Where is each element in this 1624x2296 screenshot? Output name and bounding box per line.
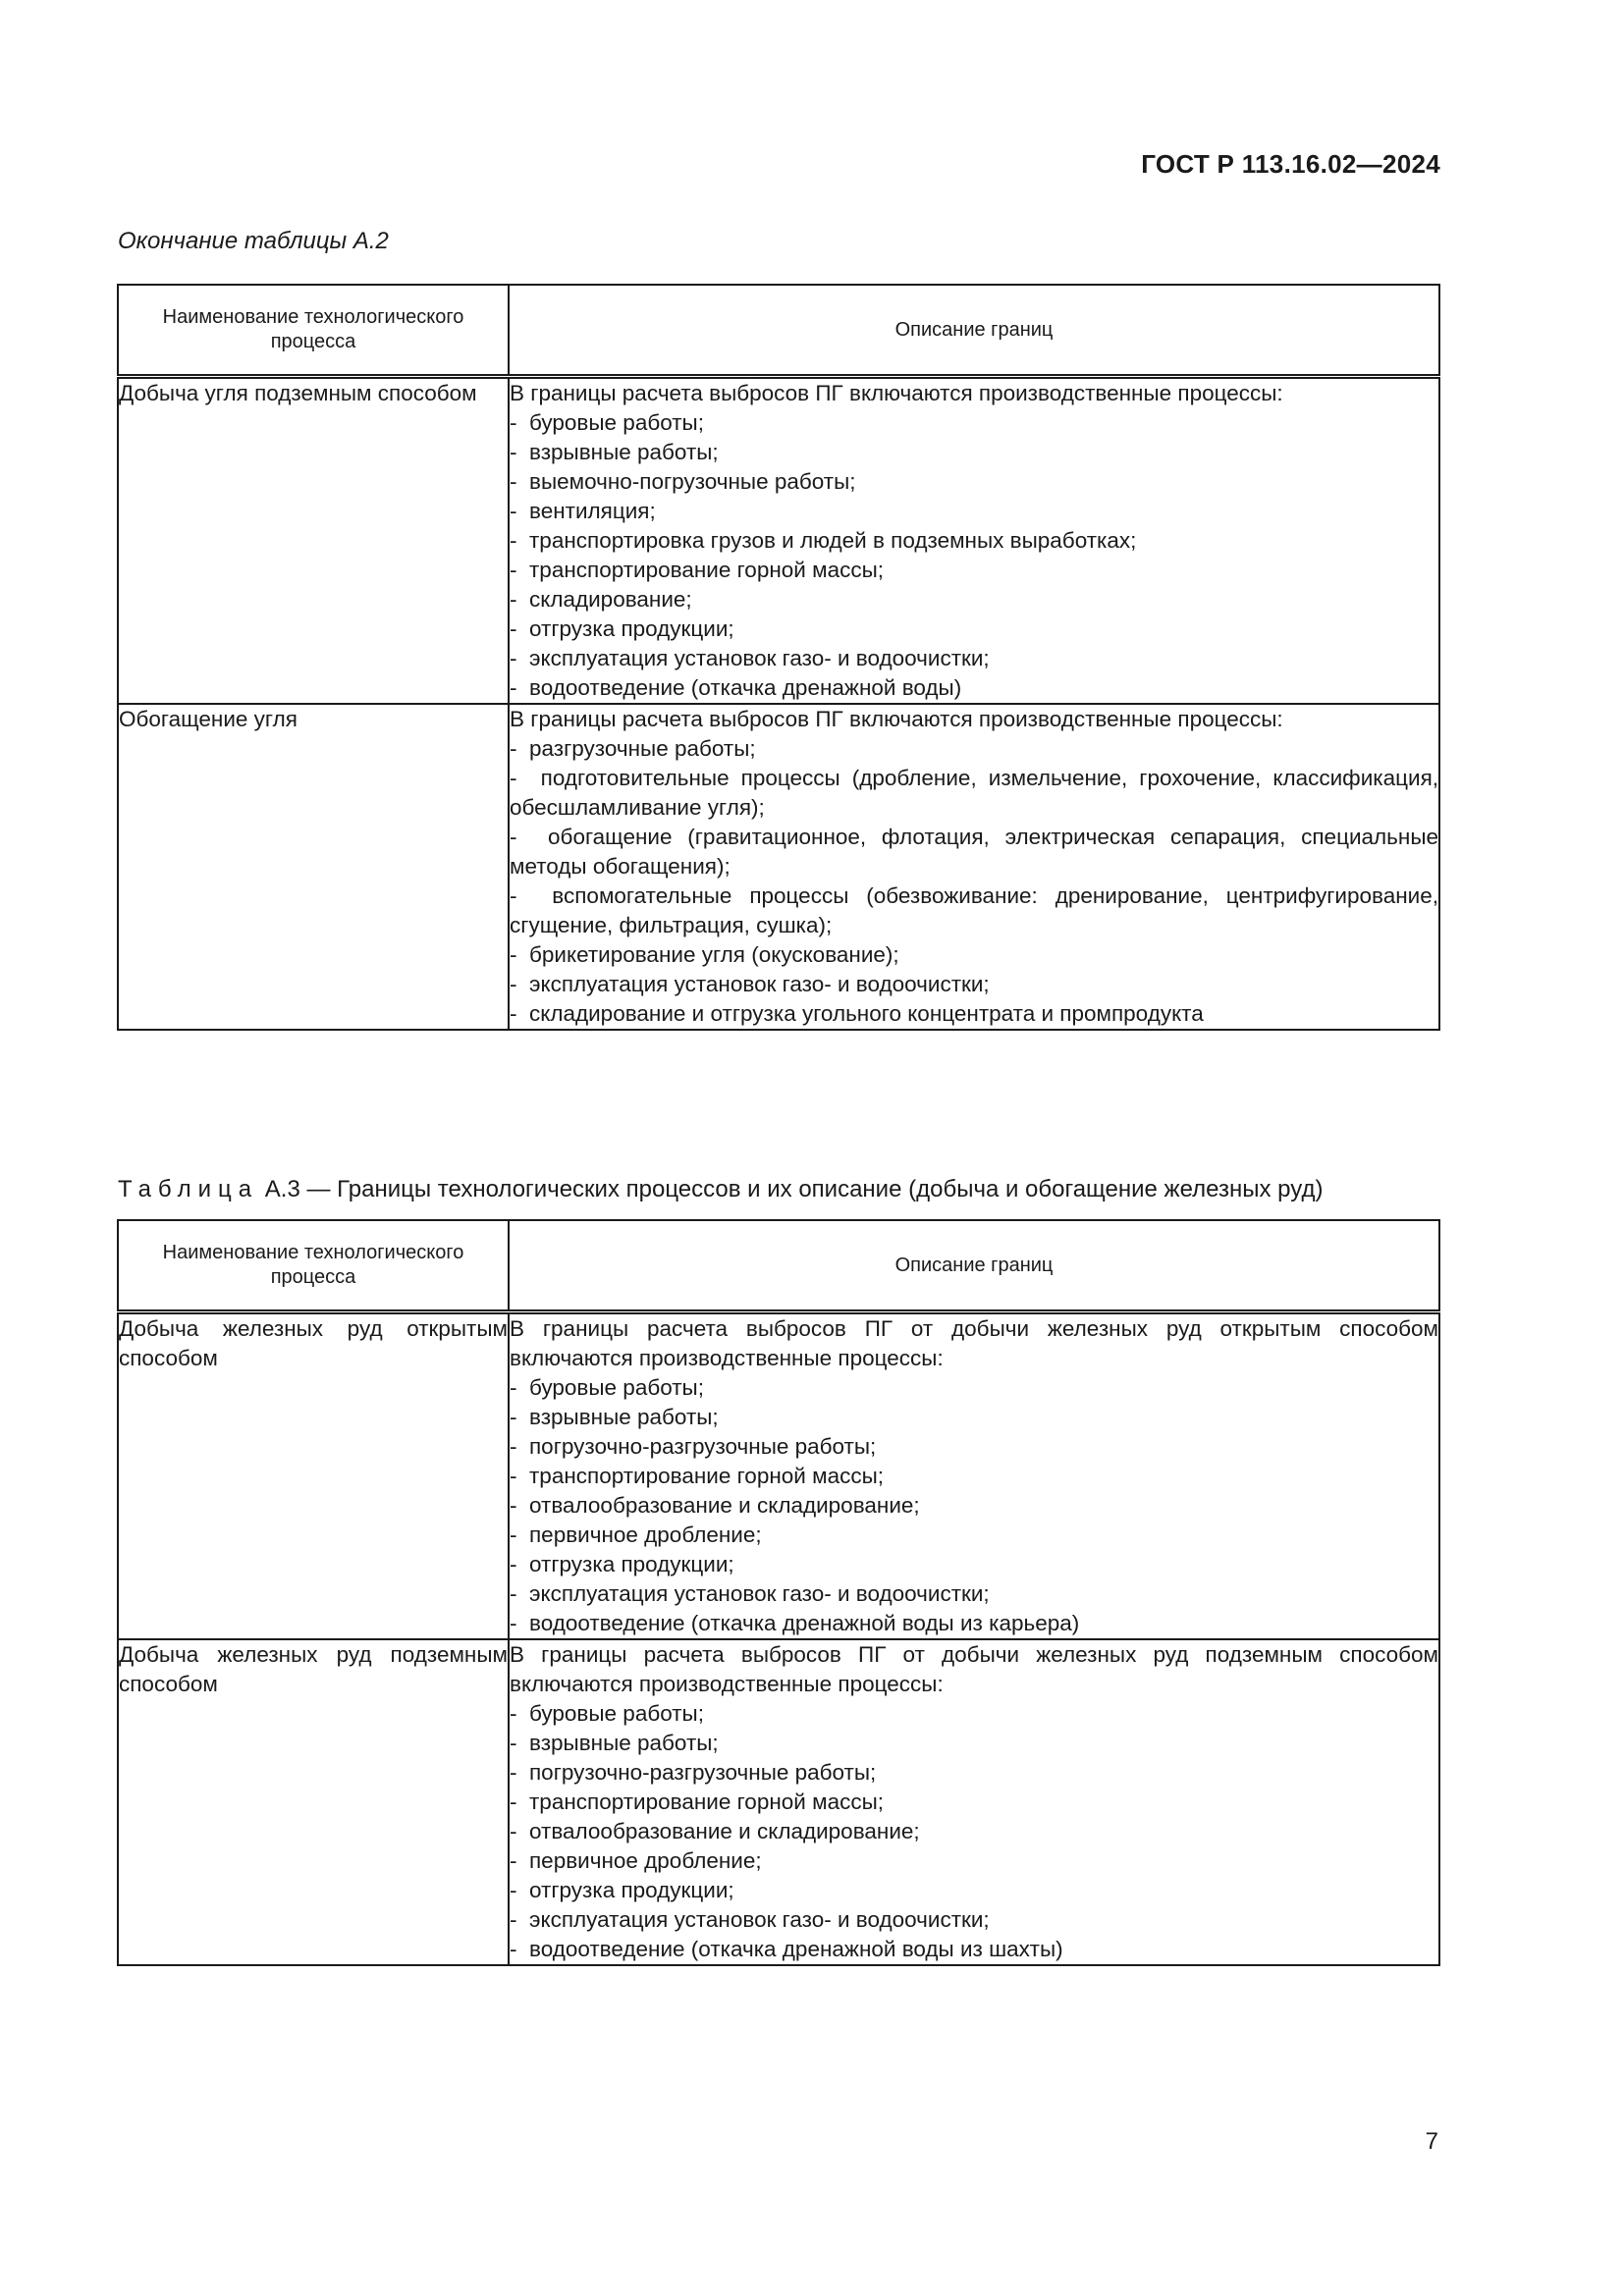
process-list-item: - выемочно-погрузочные работы;	[510, 467, 1438, 497]
table-a3	[117, 1219, 1440, 1966]
column-header-process-name: Наименование технологического процесса	[118, 285, 509, 377]
process-list-item: - буровые работы;	[510, 1373, 1438, 1403]
column-header-boundaries: Описание границ	[509, 285, 1439, 377]
process-list-item: - отгрузка продукции;	[510, 1876, 1438, 1905]
process-list-item: - водоотведение (откачка дренажной воды из карьера)	[510, 1609, 1438, 1638]
process-list-item: - отвалообразование и складирование;	[510, 1491, 1438, 1521]
process-list-item: - транспортирование горной массы;	[510, 1788, 1438, 1817]
process-list-item: - взрывные работы;	[510, 1729, 1438, 1758]
process-list-item: - вспомогательные процессы (обезвоживание: дренирование, центрифугирование, сгущение, фильтрация, сушка);	[510, 881, 1438, 940]
process-list-item: - отгрузка продукции;	[510, 1550, 1438, 1579]
description-intro: В границы расчета выбросов ПГ от добычи железных руд открытым способом включаются производственные процессы:	[510, 1316, 1438, 1370]
process-list-item: - транспортирование горной массы;	[510, 1462, 1438, 1491]
process-list	[510, 408, 1438, 703]
process-list	[510, 734, 1438, 1029]
description-intro: В границы расчета выбросов ПГ включаются производственные процессы:	[510, 707, 1283, 731]
process-list-item: - транспортирование горной массы;	[510, 556, 1438, 585]
boundary-description-cell	[509, 704, 1439, 1030]
process-list-item: - буровые работы;	[510, 408, 1438, 438]
description-intro: В границы расчета выбросов ПГ от добычи железных руд подземным способом включаются производственные процессы:	[510, 1642, 1438, 1696]
column-header-boundaries: Описание границ	[509, 1220, 1439, 1312]
process-list	[510, 1373, 1438, 1638]
process-list-item: - обогащение (гравитационное, флотация, электрическая сепарация, специальные методы обогащения);	[510, 823, 1438, 881]
process-list-item: - водоотведение (откачка дренажной воды)	[510, 673, 1438, 703]
process-list-item: - эксплуатация установок газо- и водоочистки;	[510, 1579, 1438, 1609]
table-header-row	[118, 285, 1439, 377]
boundary-description-cell	[509, 1639, 1439, 1965]
process-name-cell: Добыча угля подземным способом	[118, 377, 509, 705]
process-list-item: - разгрузочные работы;	[510, 734, 1438, 764]
table-row	[118, 1639, 1439, 1965]
process-list-item: - эксплуатация установок газо- и водоочистки;	[510, 1905, 1438, 1935]
page-number: 7	[1425, 2128, 1438, 2155]
table-header-row	[118, 1220, 1439, 1312]
table-a3-caption-text: А.3 — Границы технологических процессов и их описание (добыча и обогащение железных руд)	[264, 1176, 1324, 1202]
table-row	[118, 377, 1439, 705]
table-a3-caption	[118, 1176, 1323, 1203]
process-list-item: - первичное дробление;	[510, 1846, 1438, 1876]
process-list-item: - вентиляция;	[510, 497, 1438, 526]
process-list-item: - взрывные работы;	[510, 438, 1438, 467]
process-name-cell: Добыча железных руд подземным способом	[118, 1639, 509, 1965]
process-list-item: - первичное дробление;	[510, 1521, 1438, 1550]
boundary-description-cell	[509, 377, 1439, 705]
table-a2-continuation-caption: Окончание таблицы А.2	[118, 228, 389, 254]
process-list-item: - подготовительные процессы (дробление, измельчение, грохочение, классификация, обесшламливание угля);	[510, 764, 1438, 823]
table-row	[118, 704, 1439, 1030]
standard-code: ГОСТ Р 113.16.02—2024	[1141, 149, 1440, 179]
process-list-item: - отгрузка продукции;	[510, 614, 1438, 644]
process-list-item: - погрузочно-разгрузочные работы;	[510, 1758, 1438, 1788]
process-list-item: - взрывные работы;	[510, 1403, 1438, 1432]
process-list-item: - погрузочно-разгрузочные работы;	[510, 1432, 1438, 1462]
process-list-item: - брикетирование угля (окускование);	[510, 940, 1438, 970]
table-row	[118, 1312, 1439, 1640]
process-list-item: - транспортировка грузов и людей в подземных выработках;	[510, 526, 1438, 556]
process-name-cell: Добыча железных руд открытым способом	[118, 1312, 509, 1640]
process-list	[510, 1699, 1438, 1964]
process-list-item: - отвалообразование и складирование;	[510, 1817, 1438, 1846]
process-list-item: - складирование и отгрузка угольного концентрата и промпродукта	[510, 999, 1438, 1029]
table-a3-caption-prefix: Таблица	[118, 1176, 259, 1202]
process-list-item: - эксплуатация установок газо- и водоочистки;	[510, 644, 1438, 673]
process-list-item: - буровые работы;	[510, 1699, 1438, 1729]
process-list-item: - складирование;	[510, 585, 1438, 614]
process-list-item: - эксплуатация установок газо- и водоочистки;	[510, 970, 1438, 999]
process-list-item: - водоотведение (откачка дренажной воды из шахты)	[510, 1935, 1438, 1964]
process-name-cell: Обогащение угля	[118, 704, 509, 1030]
table-a2-end	[117, 284, 1440, 1031]
description-intro: В границы расчета выбросов ПГ включаются производственные процессы:	[510, 381, 1283, 405]
boundary-description-cell	[509, 1312, 1439, 1640]
column-header-process-name: Наименование технологического процесса	[118, 1220, 509, 1312]
